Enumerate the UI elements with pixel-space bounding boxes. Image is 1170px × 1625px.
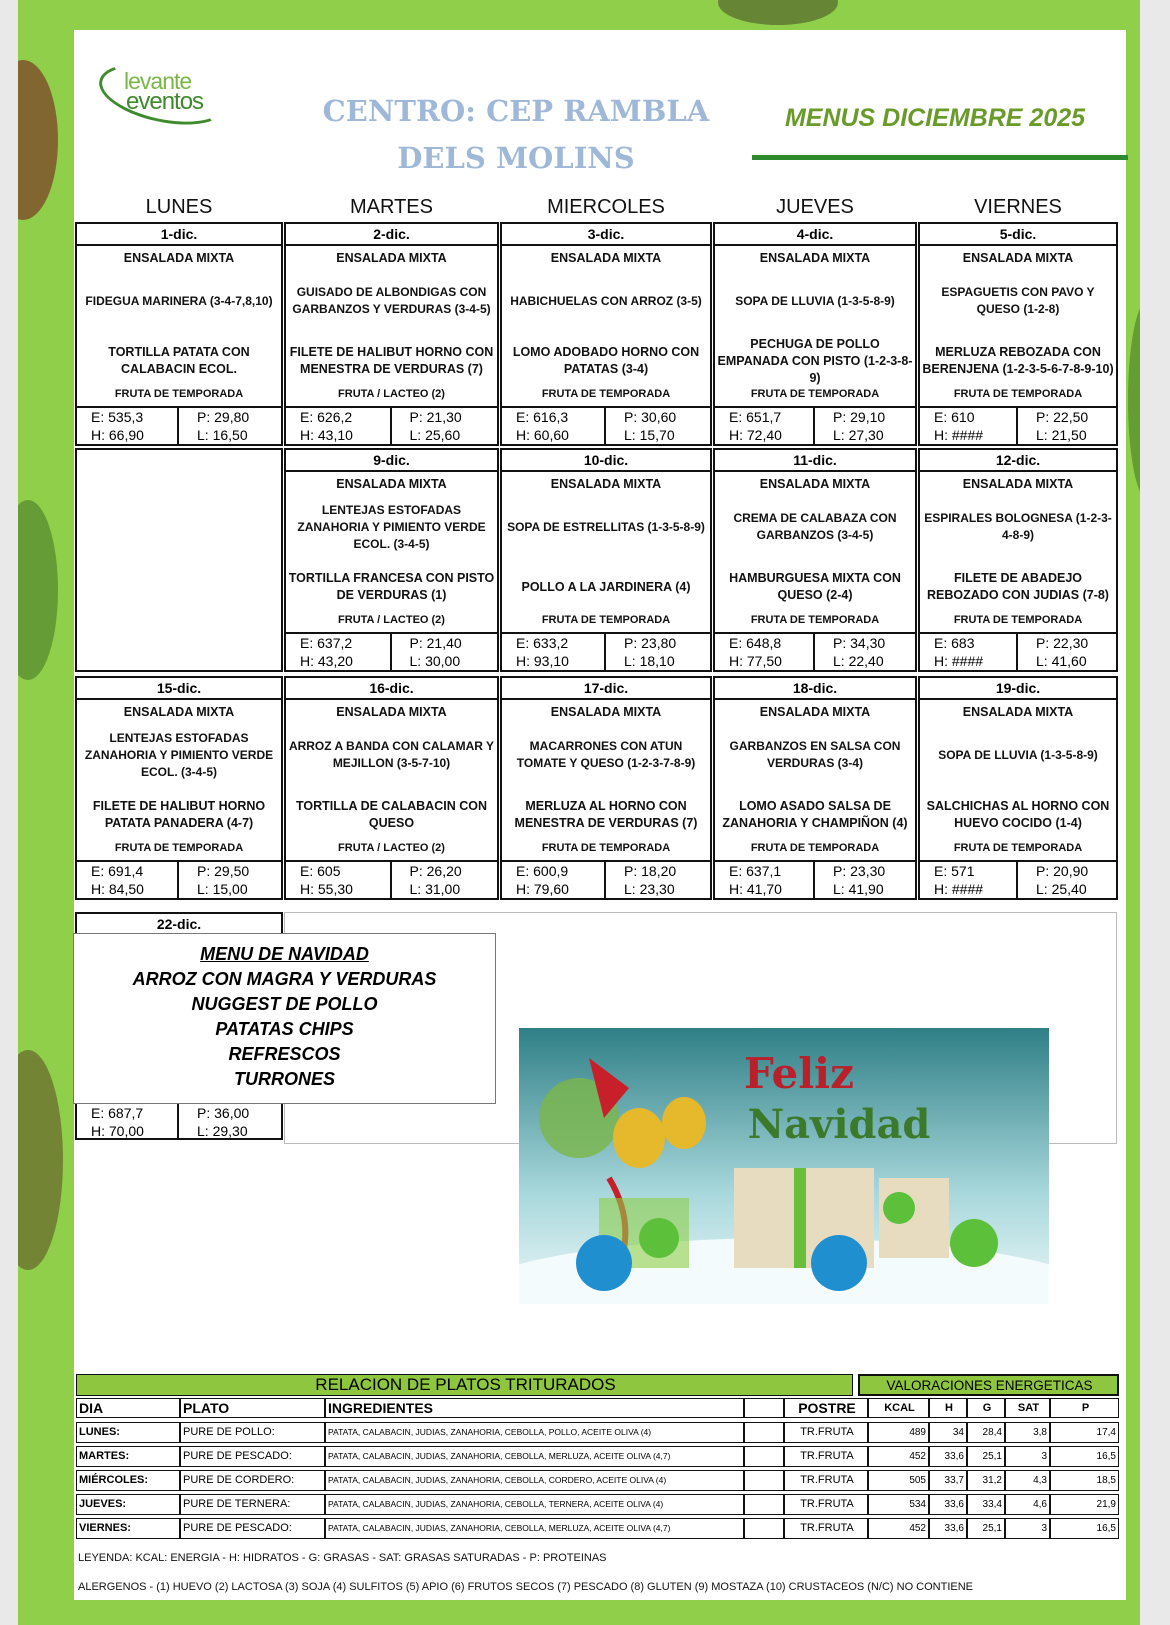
dish-second: ESPIRALES BOLOGNESA (1-2-3-4-8-9) — [924, 511, 1112, 542]
dish-main: FILETE DE HALIBUT HORNO CON MENESTRA DE VERDURAS (7) — [289, 345, 494, 376]
date-label: 16-dic. — [286, 678, 497, 700]
carbs-value: H: 43,10 — [300, 427, 353, 443]
valoraciones-title: VALORACIONES ENERGETICAS — [858, 1374, 1119, 1396]
table-cell: 25,1 — [967, 1446, 1005, 1467]
day-cell — [918, 222, 1118, 446]
dish-second: GUISADO DE ALBONDIGAS CON GARBANZOS Y VERDURAS (3-4-5) — [292, 285, 491, 316]
protein-value: P: 30,60 — [624, 409, 677, 425]
fat-value: L: 41,90 — [833, 881, 884, 897]
dish-main: HAMBURGUESA MIXTA CON QUESO (2-4) — [729, 571, 901, 602]
dish-second: ARROZ A BANDA CON CALAMAR Y MEJILLON (3-5-7-10) — [288, 739, 495, 770]
table-cell: 4,3 — [1005, 1470, 1050, 1491]
legend-text: LEYENDA: KCAL: ENERGIA - H: HIDRATOS - G: GRASAS - SAT: GRASAS SATURADAS - P: PROTEINAS — [78, 1552, 607, 1564]
christmas-menu-item: NUGGEST DE POLLO — [191, 994, 378, 1014]
dish-first: ENSALADA MIXTA — [550, 477, 662, 491]
dessert: FRUTA DE TEMPORADA — [541, 388, 671, 400]
day-cell — [500, 448, 712, 672]
dessert: FRUTA DE TEMPORADA — [114, 388, 244, 400]
nutrition-values — [502, 406, 710, 444]
table-cell: INGREDIENTES — [325, 1398, 744, 1418]
energy-value: E: 687,7 — [91, 1105, 144, 1121]
fat-value: L: 18,10 — [624, 653, 675, 669]
nutrition-values — [286, 860, 497, 898]
table-cell: KCAL — [868, 1398, 929, 1418]
energy-value: E: 637,1 — [729, 863, 782, 879]
menus-title: MENUS DICIEMBRE 2025 — [784, 104, 1086, 132]
nutrition-values — [502, 860, 710, 898]
dish-main: TORTILLA PATATA CON CALABACIN ECOL. — [108, 345, 250, 376]
carbs-value: H: 84,50 — [91, 881, 144, 897]
table-cell: TR.FRUTA — [784, 1470, 868, 1491]
nutrition-values — [715, 860, 915, 898]
decor-leaf — [718, 0, 838, 25]
energy-value: E: 610 — [934, 409, 975, 425]
christmas-menu-item: PATATAS CHIPS — [215, 1019, 354, 1039]
energy-value: E: 616,3 — [516, 409, 569, 425]
fat-value: L: 27,30 — [833, 427, 884, 443]
table-cell: 18,5 — [1050, 1470, 1119, 1491]
christmas-menu-item: ARROZ CON MAGRA Y VERDURAS — [132, 969, 437, 989]
carbs-value: H: #### — [934, 427, 984, 443]
dish-first: ENSALADA MIXTA — [759, 251, 871, 265]
date-label: 17-dic. — [502, 678, 710, 700]
decor-leaf — [18, 500, 58, 680]
protein-value: P: 29,10 — [833, 409, 886, 425]
fat-value: L: 23,30 — [624, 881, 675, 897]
day-cell — [500, 676, 712, 900]
table-cell: 34 — [929, 1422, 967, 1443]
dish-main: POLLO A LA JARDINERA (4) — [521, 579, 691, 594]
energy-value: E: 633,2 — [516, 635, 569, 651]
dish-first: ENSALADA MIXTA — [962, 251, 1074, 265]
dish-first: ENSALADA MIXTA — [759, 705, 871, 719]
dish-first: ENSALADA MIXTA — [962, 477, 1074, 491]
table-cell: TR.FRUTA — [784, 1518, 868, 1539]
carbs-value: H: #### — [934, 881, 984, 897]
table-cell: 17,4 — [1050, 1422, 1119, 1443]
date-label: 18-dic. — [715, 678, 915, 700]
dessert: FRUTA DE TEMPORADA — [750, 842, 880, 854]
christmas-menu-box — [73, 933, 496, 1104]
table-cell: VIERNES: — [76, 1518, 180, 1539]
energy-value: E: 626,2 — [300, 409, 353, 425]
table-cell: TR.FRUTA — [784, 1422, 868, 1443]
day-cell — [284, 448, 499, 672]
table-cell: PURE DE CORDERO: — [180, 1470, 325, 1491]
greeting-line1: Feliz — [743, 1049, 855, 1098]
day-header-jueves: JUEVES — [776, 196, 854, 218]
table-cell: 33,6 — [929, 1494, 967, 1515]
table-cell: H — [929, 1398, 967, 1418]
fat-value: L: 31,00 — [409, 881, 461, 897]
christmas-menu-item: REFRESCOS — [228, 1044, 341, 1064]
dessert: FRUTA DE TEMPORADA — [953, 842, 1083, 854]
energy-value: E: 648,8 — [729, 635, 782, 651]
fat-value: L: 41,60 — [1036, 653, 1087, 669]
fat-value: L: 30,00 — [409, 653, 461, 669]
table-row — [76, 1494, 1119, 1515]
dish-second: MACARRONES CON ATUN TOMATE Y QUESO (1-2-3-7-8-9) — [516, 739, 696, 770]
dish-second: ESPAGUETIS CON PAVO Y QUESO (1-2-8) — [941, 285, 1095, 316]
table-cell: 3 — [1005, 1446, 1050, 1467]
table-cell: 25,1 — [967, 1518, 1005, 1539]
table-row — [76, 1470, 1119, 1491]
table-cell: G — [967, 1398, 1005, 1418]
table-cell: JUEVES: — [76, 1494, 180, 1515]
day-cell — [284, 676, 499, 900]
dish-first: ENSALADA MIXTA — [550, 251, 662, 265]
table-cell: 534 — [868, 1494, 929, 1515]
dish-first: ENSALADA MIXTA — [123, 251, 235, 265]
dish-main: LOMO ASADO SALSA DE ZANAHORIA Y CHAMPIÑON (4) — [722, 799, 908, 830]
protein-value: P: 29,50 — [197, 863, 250, 879]
dish-first: ENSALADA MIXTA — [336, 705, 447, 719]
levante-eventos-logo: levante eventos — [98, 58, 238, 128]
energy-value: E: 683 — [934, 635, 975, 651]
table-cell: PURE DE POLLO: — [180, 1422, 325, 1443]
dish-main: MERLUZA REBOZADA CON BERENJENA (1-2-3-5-6-7-8-9-10) — [922, 345, 1114, 376]
dish-main: MERLUZA AL HORNO CON MENESTRA DE VERDURAS (7) — [514, 799, 698, 830]
carbs-value: H: 60,60 — [516, 427, 569, 443]
day-cell — [918, 676, 1118, 900]
center-title: CENTRO: CEP RAMBLA DELS MOLINS — [322, 94, 710, 175]
day-cell — [713, 448, 917, 672]
fat-value: L: 15,00 — [197, 881, 248, 897]
protein-value: P: 22,50 — [1036, 409, 1089, 425]
dish-first: ENSALADA MIXTA — [336, 477, 447, 491]
day-cell — [918, 448, 1118, 672]
table-cell: PURE DE TERNERA: — [180, 1494, 325, 1515]
dish-second: FIDEGUA MARINERA (3-4-7,8,10) — [85, 293, 273, 308]
fat-value: L: 29,30 — [197, 1123, 248, 1139]
fat-value: L: 16,50 — [197, 427, 248, 443]
carbs-value: H: 55,30 — [300, 881, 353, 897]
table-cell: MIÉRCOLES: — [76, 1470, 180, 1491]
date-label: 9-dic. — [286, 450, 497, 472]
dish-first: ENSALADA MIXTA — [550, 705, 662, 719]
title-underline — [752, 155, 1128, 160]
day-cell — [75, 676, 283, 900]
nutrition-values — [715, 406, 915, 444]
feliz-navidad-image — [519, 1028, 1049, 1304]
empty-cell — [75, 448, 283, 672]
dish-second: LENTEJAS ESTOFADAS ZANAHORIA Y PIMIENTO VERDE ECOL. (3-4-5) — [84, 730, 274, 779]
date-label: 1-dic. — [77, 224, 281, 246]
nutrition-values — [920, 406, 1116, 444]
table-row — [76, 1518, 1119, 1539]
protein-value: P: 36,00 — [197, 1105, 250, 1121]
table-cell: 505 — [868, 1470, 929, 1491]
table-cell: 3 — [1005, 1518, 1050, 1539]
day-cell — [75, 222, 283, 446]
table-cell: PATATA, CALABACIN, JUDIAS, ZANAHORIA, CEBOLLA, MERLUZA, ACEITE OLIVA (4,7) — [325, 1446, 744, 1467]
table-row — [76, 1422, 1119, 1443]
table-cell: PURE DE PESCADO: — [180, 1518, 325, 1539]
table-cell: 452 — [868, 1518, 929, 1539]
carbs-value: H: 70,00 — [91, 1123, 144, 1139]
energy-value: E: 600,9 — [516, 863, 569, 879]
dish-second: SOPA DE LLUVIA (1-3-5-8-9) — [938, 747, 1098, 762]
fat-value: L: 25,40 — [1036, 881, 1087, 897]
date-label: 4-dic. — [715, 224, 915, 246]
dessert: FRUTA DE TEMPORADA — [750, 614, 880, 626]
decor-leaf — [1128, 300, 1140, 500]
dish-second: LENTEJAS ESTOFADAS ZANAHORIA Y PIMIENTO VERDE ECOL. (3-4-5) — [297, 502, 486, 551]
table-cell: TR.FRUTA — [784, 1446, 868, 1467]
allergens-text: ALERGENOS - (1) HUEVO (2) LACTOSA (3) SOJA (4) SULFITOS (5) APIO (6) FRUTOS SECOS (7) PESCADO (8) GLUTEN (9) MOSTAZA (10) CRUSTACEOS (N/C) NO CONTIENE — [78, 1581, 974, 1593]
carbs-value: H: 93,10 — [516, 653, 569, 669]
table-cell: 33,6 — [929, 1446, 967, 1467]
energy-value: E: 605 — [300, 863, 341, 879]
table-cell: 33,7 — [929, 1470, 967, 1491]
christmas-menu-item: TURRONES — [233, 1069, 335, 1089]
christmas-menu-title: MENU DE NAVIDAD — [200, 944, 369, 964]
day-header-viernes: VIERNES — [974, 196, 1062, 218]
carbs-value: H: #### — [934, 653, 984, 669]
date-label: 22-dic. — [77, 914, 281, 936]
energy-value: E: 571 — [934, 863, 975, 879]
dessert: FRUTA / LACTEO (2) — [338, 388, 445, 400]
dish-main: TORTILLA DE CALABACIN CON QUESO — [296, 799, 487, 830]
decor-leaf — [18, 60, 58, 220]
date-label: 3-dic. — [502, 224, 710, 246]
dish-main: LOMO ADOBADO HORNO CON PATATAS (3-4) — [512, 345, 700, 376]
energy-value: E: 651,7 — [729, 409, 782, 425]
dessert: FRUTA DE TEMPORADA — [750, 388, 880, 400]
table-cell: LUNES: — [76, 1422, 180, 1443]
carbs-value: H: 79,60 — [516, 881, 569, 897]
table-cell: PURE DE PESCADO: — [180, 1446, 325, 1467]
day-header-lunes: LUNES — [145, 196, 213, 218]
energy-value: E: 535,3 — [91, 409, 144, 425]
dish-main: FILETE DE HALIBUT HORNO PATATA PANADERA (4-7) — [92, 799, 266, 830]
carbs-value: H: 77,50 — [729, 653, 782, 669]
protein-value: P: 20,90 — [1036, 863, 1089, 879]
table-cell: 28,4 — [967, 1422, 1005, 1443]
dessert: FRUTA DE TEMPORADA — [114, 842, 244, 854]
table-cell: PATATA, CALABACIN, JUDIAS, ZANAHORIA, CEBOLLA, CORDERO, ACEITE OLIVA (4) — [325, 1470, 744, 1491]
dish-main: TORTILLA FRANCESA CON PISTO DE VERDURAS (1) — [288, 571, 495, 602]
energy-value: E: 691,4 — [91, 863, 144, 879]
protein-value: P: 34,30 — [833, 635, 886, 651]
protein-value: P: 26,20 — [409, 863, 462, 879]
date-label: 15-dic. — [77, 678, 281, 700]
table-cell: 16,5 — [1050, 1446, 1119, 1467]
day-header-miercoles: MIERCOLES — [547, 196, 665, 218]
decor-leaf — [18, 1050, 63, 1270]
day-cell — [500, 222, 712, 446]
table-cell: PLATO — [180, 1398, 325, 1418]
table-cell: TR.FRUTA — [784, 1494, 868, 1515]
dish-second: SOPA DE LLUVIA (1-3-5-8-9) — [735, 293, 895, 308]
dessert: FRUTA DE TEMPORADA — [541, 842, 671, 854]
dish-main: FILETE DE ABADEJO REBOZADO CON JUDIAS (7-8) — [927, 571, 1109, 602]
dish-second: SOPA DE ESTRELLITAS (1-3-5-8-9) — [507, 519, 705, 534]
energy-value: E: 637,2 — [300, 635, 353, 651]
nutrition-values — [77, 860, 281, 898]
dish-first: ENSALADA MIXTA — [123, 705, 235, 719]
date-label: 12-dic. — [920, 450, 1116, 472]
nutrition-values — [77, 406, 281, 444]
triturados-title: RELACION DE PLATOS TRITURADOS — [76, 1374, 853, 1396]
table-cell: POSTRE — [784, 1398, 868, 1418]
fat-value: L: 22,40 — [833, 653, 884, 669]
nutrition-values — [920, 860, 1116, 898]
fat-value: L: 25,60 — [409, 427, 461, 443]
table-cell: 452 — [868, 1446, 929, 1467]
table-cell: DIA — [76, 1398, 180, 1418]
date-label: 19-dic. — [920, 678, 1116, 700]
dessert: FRUTA / LACTEO (2) — [338, 842, 445, 854]
nutrition-values — [502, 632, 710, 670]
table-cell: 489 — [868, 1422, 929, 1443]
protein-value: P: 18,20 — [624, 863, 677, 879]
protein-value: P: 23,30 — [833, 863, 886, 879]
dessert: FRUTA DE TEMPORADA — [953, 388, 1083, 400]
dessert: FRUTA / LACTEO (2) — [338, 614, 445, 626]
table-header-row — [76, 1398, 1119, 1418]
table-cell: PATATA, CALABACIN, JUDIAS, ZANAHORIA, CEBOLLA, TERNERA, ACEITE OLIVA (4) — [325, 1494, 744, 1515]
fat-value: L: 15,70 — [624, 427, 675, 443]
carbs-value: H: 43,20 — [300, 653, 353, 669]
carbs-value: H: 41,70 — [729, 881, 782, 897]
greeting-line2: Navidad — [747, 1101, 931, 1148]
table-cell: P — [1050, 1398, 1119, 1418]
dish-first: ENSALADA MIXTA — [962, 705, 1074, 719]
protein-value: P: 21,40 — [409, 635, 462, 651]
table-cell: 4,6 — [1005, 1494, 1050, 1515]
protein-value: P: 22,30 — [1036, 635, 1089, 651]
dish-first: ENSALADA MIXTA — [759, 477, 871, 491]
table-cell: 3,8 — [1005, 1422, 1050, 1443]
table-row — [76, 1446, 1119, 1467]
carbs-value: H: 66,90 — [91, 427, 144, 443]
table-cell: PATATA, CALABACIN, JUDIAS, ZANAHORIA, CEBOLLA, POLLO, ACEITE OLIVA (4) — [325, 1422, 744, 1443]
nutrition-values — [286, 632, 497, 670]
date-label: 5-dic. — [920, 224, 1116, 246]
date-label: 2-dic. — [286, 224, 497, 246]
nutrition-values — [920, 632, 1116, 670]
table-cell: SAT — [1005, 1398, 1050, 1418]
table-cell: 31,2 — [967, 1470, 1005, 1491]
table-cell: MARTES: — [76, 1446, 180, 1467]
table-cell: 21,9 — [1050, 1494, 1119, 1515]
dessert: FRUTA DE TEMPORADA — [541, 614, 671, 626]
dish-main: PECHUGA DE POLLO EMPANADA CON PISTO (1-2-3-8-9) — [717, 336, 913, 385]
day-cell — [284, 222, 499, 446]
fat-value: L: 21,50 — [1036, 427, 1087, 443]
table-cell: PATATA, CALABACIN, JUDIAS, ZANAHORIA, CEBOLLA, MERLUZA, ACEITE OLIVA (4,7) — [325, 1518, 744, 1539]
day-cell — [713, 222, 917, 446]
dish-main: SALCHICHAS AL HORNO CON HUEVO COCIDO (1-4) — [926, 799, 1110, 830]
table-cell: 33,4 — [967, 1494, 1005, 1515]
dish-second: CREMA DE CALABAZA CON GARBANZOS (3-4-5) — [733, 511, 897, 542]
dish-second: HABICHUELAS CON ARROZ (3-5) — [510, 293, 702, 308]
table-cell: 16,5 — [1050, 1518, 1119, 1539]
nutrition-values — [286, 406, 497, 444]
nutrition-values — [715, 632, 915, 670]
dessert: FRUTA DE TEMPORADA — [953, 614, 1083, 626]
day-cell — [713, 676, 917, 900]
date-label: 11-dic. — [715, 450, 915, 472]
dish-second: GARBANZOS EN SALSA CON VERDURAS (3-4) — [729, 739, 901, 770]
table-cell: 33,6 — [929, 1518, 967, 1539]
day-header-martes: MARTES — [350, 196, 433, 218]
protein-value: P: 21,30 — [409, 409, 462, 425]
date-label: 10-dic. — [502, 450, 710, 472]
carbs-value: H: 72,40 — [729, 427, 782, 443]
protein-value: P: 29,80 — [197, 409, 250, 425]
dish-first: ENSALADA MIXTA — [336, 251, 447, 265]
protein-value: P: 23,80 — [624, 635, 677, 651]
